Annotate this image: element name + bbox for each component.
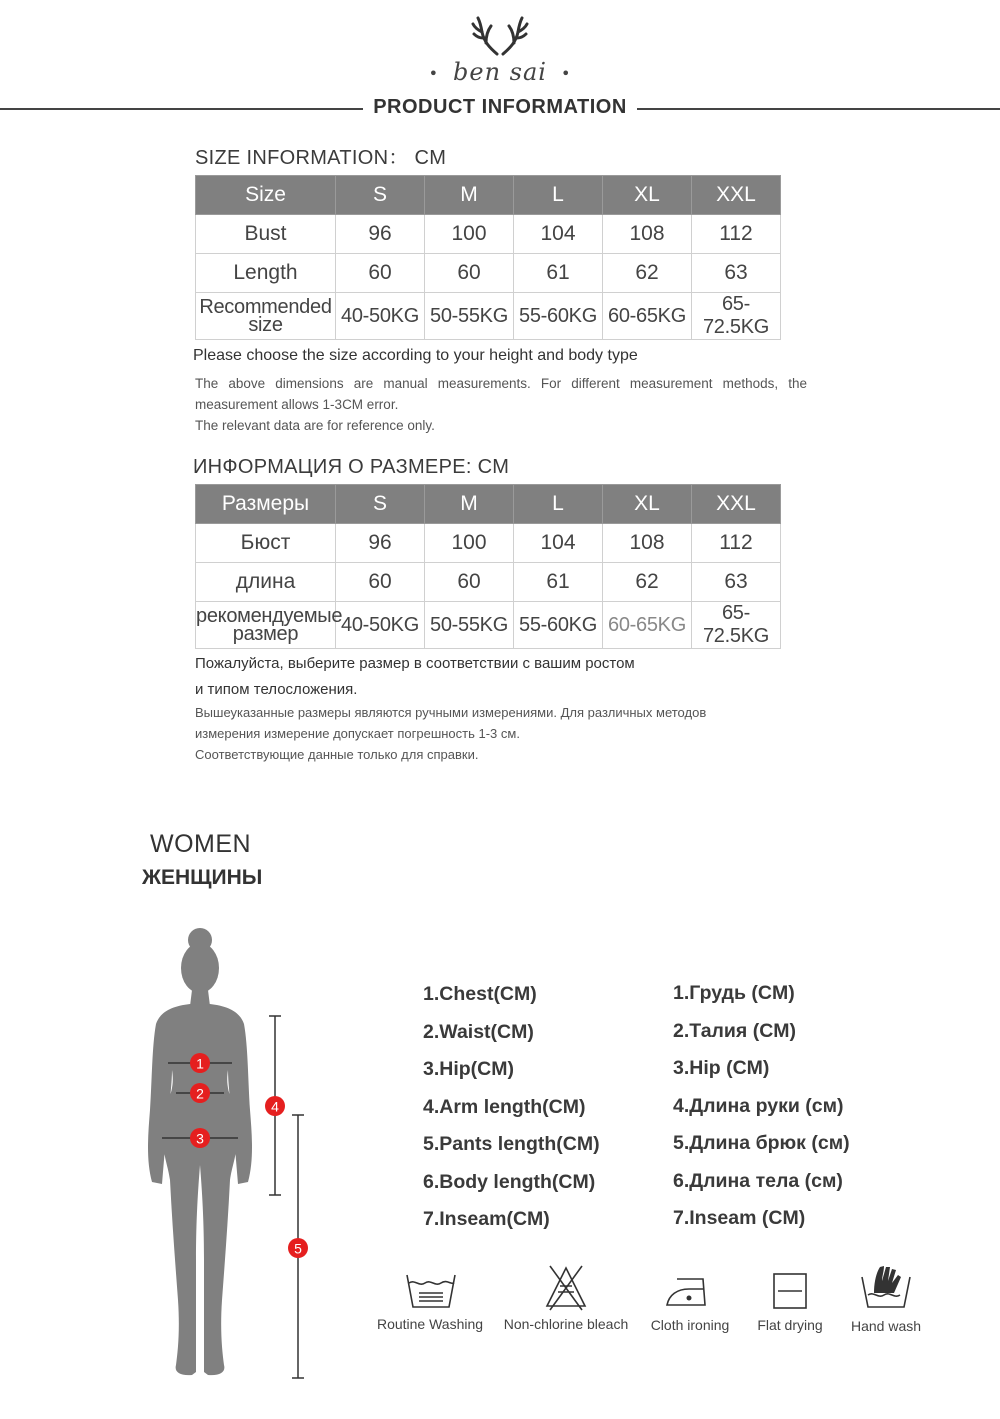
woman-silhouette-icon xyxy=(148,928,252,1375)
brand-name: • ben sai • xyxy=(428,58,572,86)
brand-logo xyxy=(0,14,1000,61)
table-row xyxy=(196,602,781,649)
svg-text:1: 1 xyxy=(196,1055,204,1072)
table-cell: 62 xyxy=(603,254,692,293)
column-header: XXL xyxy=(692,176,781,215)
list-item: 5.Длина брюк (см) xyxy=(673,1132,850,1154)
table-header-row xyxy=(196,176,781,215)
table-cell: 65-72.5KG xyxy=(692,293,781,340)
size-note-line: Соответствующие данные только для справки. xyxy=(195,747,479,762)
column-header: L xyxy=(514,485,603,524)
svg-text:5: 5 xyxy=(294,1240,302,1257)
figure-title-en: WOMEN xyxy=(150,830,252,858)
antlers-icon xyxy=(470,14,530,56)
svg-text:4: 4 xyxy=(271,1098,279,1115)
list-item: 2.Waist(CM) xyxy=(423,1020,534,1043)
list-item: 5.Pants length(CM) xyxy=(423,1133,600,1155)
table-cell: 40-50KG xyxy=(336,602,425,649)
list-item: 7.Inseam (CM) xyxy=(673,1207,806,1229)
table-cell: 104 xyxy=(514,215,603,254)
size-note-line: The above dimensions are manual measurements. For different measurement methods, the xyxy=(195,376,807,391)
iron-icon xyxy=(665,1273,717,1311)
table-cell: 100 xyxy=(425,524,514,563)
size-note-main-ru: и типом телосложения. xyxy=(195,681,358,698)
table-cell: 108 xyxy=(603,524,692,563)
column-header: Размеры xyxy=(196,485,336,524)
table-cell: 63 xyxy=(692,563,781,602)
list-item: 4.Длина руки (см) xyxy=(673,1094,844,1117)
table-cell: 100 xyxy=(425,215,514,254)
table-cell: 61 xyxy=(514,254,603,293)
wash-tub-icon xyxy=(405,1271,457,1311)
list-item: 1.Chest(CM) xyxy=(423,983,537,1005)
table-cell: 63 xyxy=(692,254,781,293)
table-cell: 65-72.5KG xyxy=(692,602,781,649)
measurements-list-ru xyxy=(673,982,850,1245)
column-header: XL xyxy=(603,176,692,215)
table-header-row xyxy=(196,485,781,524)
table-cell: 61 xyxy=(514,563,603,602)
svg-text:2: 2 xyxy=(196,1085,204,1102)
svg-text:3: 3 xyxy=(196,1130,204,1147)
size-note-main-en: Please choose the size according to your height and body type xyxy=(193,347,638,364)
size-note-line: измерения измерение допускает погрешность 1-3 см. xyxy=(195,726,520,741)
care-label: Non-chlorine bleach xyxy=(503,1316,629,1332)
column-header: M xyxy=(425,176,514,215)
table-cell: 108 xyxy=(603,215,692,254)
marker-arm-length xyxy=(265,1096,285,1116)
table-cell: 40-50KG xyxy=(336,293,425,340)
table-row xyxy=(196,254,781,293)
table-cell: 96 xyxy=(336,215,425,254)
table-row xyxy=(196,524,781,563)
care-label: Hand wash xyxy=(850,1318,922,1334)
size-table-en xyxy=(195,175,781,340)
row-label: длина xyxy=(196,563,336,602)
table-cell: 112 xyxy=(692,215,781,254)
size-note-main-ru: Пожалуйста, выберите размер в соответствии с вашим ростом xyxy=(195,655,635,672)
list-item: 1.Грудь (CM) xyxy=(673,982,795,1004)
table-cell: 104 xyxy=(514,524,603,563)
row-label: Бюст xyxy=(196,524,336,563)
table-cell: 60 xyxy=(425,563,514,602)
size-note-line: measurement allows 1-3CM error. xyxy=(195,397,399,412)
size-table-ru xyxy=(195,484,781,649)
row-label-line: размер xyxy=(232,623,299,645)
figure-title-ru: ЖЕНЩИНЫ xyxy=(142,866,263,889)
table-cell: 50-55KG xyxy=(425,293,514,340)
care-label: Flat drying xyxy=(757,1317,823,1333)
column-header: S xyxy=(336,176,425,215)
column-header: Size xyxy=(196,176,336,215)
table-row xyxy=(196,215,781,254)
list-item: 4.Arm length(CM) xyxy=(423,1095,586,1118)
table-cell: 96 xyxy=(336,524,425,563)
table-cell: 62 xyxy=(603,563,692,602)
table-cell: 60 xyxy=(425,254,514,293)
brand-text: ben sai xyxy=(453,58,547,86)
table-cell: 60 xyxy=(336,563,425,602)
no-bleach-icon xyxy=(544,1264,588,1312)
list-item: 3.Hip (CM) xyxy=(673,1057,770,1079)
row-label xyxy=(196,602,343,649)
table-row xyxy=(196,563,781,602)
table-cell: 50-55KG xyxy=(425,602,514,649)
table-cell: 55-60KG xyxy=(514,602,603,649)
row-label-line: size xyxy=(248,314,283,336)
row-label: Length xyxy=(196,254,336,293)
table-cell: 60-65KG xyxy=(603,293,692,340)
list-item: 3.Hip(CM) xyxy=(423,1058,514,1080)
column-header: L xyxy=(514,176,603,215)
list-item: 6.Длина тела (см) xyxy=(673,1169,843,1192)
size-heading-en: SIZE INFORMATION： CM xyxy=(195,147,447,169)
list-item: 6.Body length(CM) xyxy=(423,1170,596,1193)
column-header: XXL xyxy=(692,485,781,524)
row-label: Bust xyxy=(196,215,336,254)
column-header: XL xyxy=(603,485,692,524)
row-label-line: рекомендуемые xyxy=(196,605,343,627)
size-note-line: The relevant data are for reference only. xyxy=(195,418,435,433)
marker-hip xyxy=(190,1128,210,1148)
measurements-list-en xyxy=(423,983,600,1246)
row-label xyxy=(196,293,336,340)
flat-dry-icon xyxy=(772,1272,808,1310)
size-heading-ru: ИНФОРМАЦИЯ О РАЗМЕРЕ: CM xyxy=(193,456,510,478)
column-header: M xyxy=(425,485,514,524)
table-cell: 60-65KG xyxy=(603,602,692,649)
row-label-line: Recommended xyxy=(199,296,332,318)
table-cell: 112 xyxy=(692,524,781,563)
table-cell: 60 xyxy=(336,254,425,293)
hand-wash-icon xyxy=(860,1263,912,1309)
body-figure xyxy=(130,920,330,1390)
table-row xyxy=(196,293,781,340)
marker-waist xyxy=(190,1083,210,1103)
marker-pants-length xyxy=(288,1238,308,1258)
size-note-line: Вышеуказанные размеры являются ручными измерениями. Для различных методов xyxy=(195,705,707,720)
care-label: Cloth ironing xyxy=(650,1317,730,1333)
care-label: Routine Washing xyxy=(376,1316,484,1332)
list-item: 7.Inseam(CM) xyxy=(423,1208,550,1230)
list-item: 2.Талия (CM) xyxy=(673,1019,797,1042)
table-cell: 55-60KG xyxy=(514,293,603,340)
section-title: PRODUCT INFORMATION xyxy=(0,96,1000,119)
column-header: S xyxy=(336,485,425,524)
marker-chest xyxy=(190,1053,210,1073)
